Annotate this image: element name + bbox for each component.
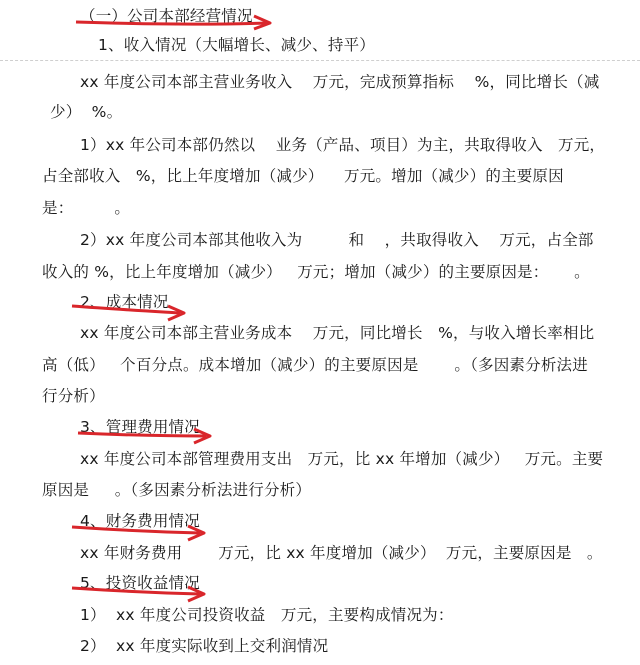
income-para-3-line-1: 2）xx 年度公司本部其他收入为 和 ，共取得收入 万元，占全部 (80, 231, 594, 249)
subheading-mgmt-expense: 3、管理费用情况 (80, 418, 200, 436)
cost-line-3: 行分析） (42, 387, 105, 405)
finance-line-1: xx 年财务费用 万元，比 xx 年度增加（减少） 万元，主要原因是 。 (80, 544, 603, 562)
income-para-1-line-2: 少） %。 (50, 103, 123, 121)
income-para-2-line-1: 1）xx 年公司本部仍然以 业务（产品、项目）为主，共取得收入 万元， (80, 136, 606, 154)
red-arrow-annotation (78, 424, 218, 444)
income-para-3-line-2: 收入的 %，比上年度增加（减少） 万元；增加（减少）的主要原因是： 。 (42, 263, 590, 281)
subheading-investment-income: 5、投资收益情况 (80, 574, 200, 592)
red-arrow-annotation (72, 579, 212, 601)
page-break-divider (0, 60, 640, 61)
subheading-cost: 2、成本情况 (80, 293, 169, 311)
section-heading-company: （一）公司本部经营情况 (80, 7, 253, 25)
red-arrow-annotation (76, 10, 276, 30)
subheading-income: 1、收入情况（大幅增长、减少、持平） (98, 36, 375, 54)
mgmt-line-1: xx 年度公司本部管理费用支出 万元，比 xx 年增加（减少） 万元。主要 (80, 450, 604, 468)
investment-line-1: 1） xx 年度公司投资收益 万元，主要构成情况为： (80, 606, 454, 624)
investment-line-2: 2） xx 年度实际收到上交利润情况 (80, 637, 329, 655)
income-para-2-line-3: 是： 。 (42, 199, 131, 217)
subheading-finance-expense: 4、财务费用情况 (80, 512, 200, 530)
income-para-1-line-1: xx 年度公司本部主营业务收入 万元，完成预算指标 %，同比增长（减 (80, 73, 600, 91)
cost-line-1: xx 年度公司本部主营业务成本 万元，同比增长 %，与收入增长率相比 (80, 324, 595, 342)
red-arrow-annotation (72, 298, 192, 320)
cost-line-2: 高（低） 个百分点。成本增加（减少）的主要原因是 。（多因素分析法进 (42, 356, 588, 374)
red-arrow-annotation (72, 518, 212, 540)
income-para-2-line-2: 占全部收入 %，比上年度增加（减少） 万元。增加（减少）的主要原因 (42, 167, 564, 185)
mgmt-line-2: 原因是 。（多因素分析法进行分析） (42, 481, 312, 499)
